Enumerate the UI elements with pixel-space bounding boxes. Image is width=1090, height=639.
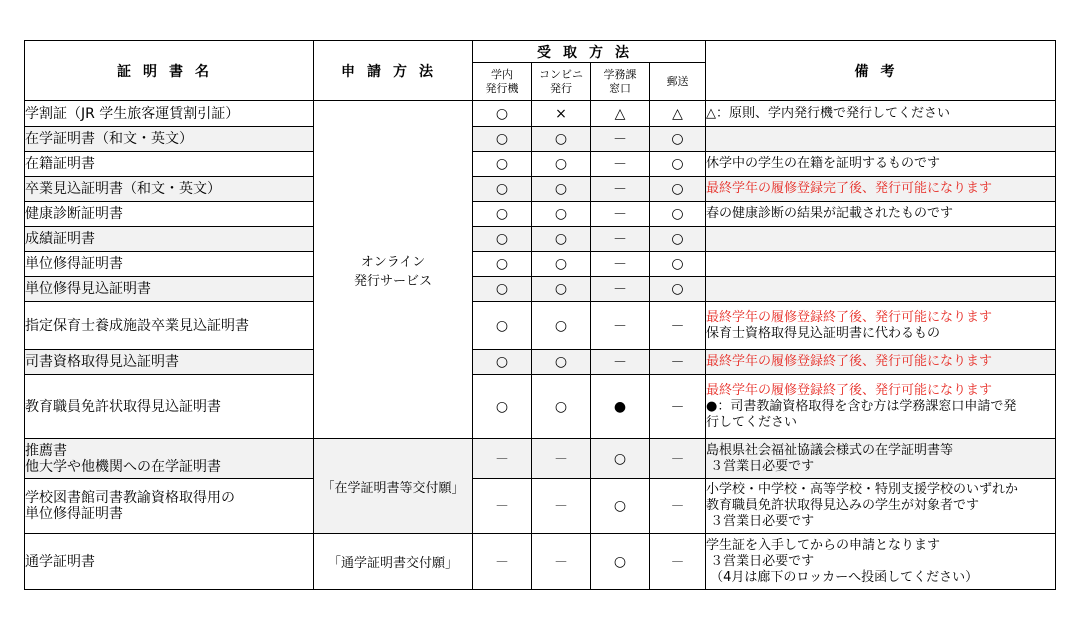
note [706,127,1056,152]
mark-mail: ○ [650,277,706,302]
certificate-table [24,40,1056,590]
mark-mail: ○ [650,127,706,152]
header-sub-mail: 郵送 [650,63,706,101]
mark-machine: － [473,439,532,479]
mark-mail: ○ [650,227,706,252]
note: 最終学年の履修登録終了後、発行可能になります ●：司書教諭資格取得を含む方は学務課窓口申請で発 行してください [706,375,1056,439]
mark-machine: ○ [473,350,532,375]
table-row [25,202,1056,227]
mark-machine: ○ [473,302,532,350]
mark-window: △ [591,101,650,127]
cert-name: 学割証（JR 学生旅客運賃割引証） [25,101,314,127]
note [706,277,1056,302]
note: 休学中の学生の在籍を証明するものです [706,152,1056,177]
mark-mail: － [650,302,706,350]
mark-window: ○ [591,534,650,590]
mark-konbini: ○ [532,202,591,227]
table-row [25,439,1056,479]
cert-name: 通学証明書 [25,534,314,590]
mark-konbini: － [532,479,591,534]
mark-window: － [591,177,650,202]
header-method: 申請方法 [314,41,473,101]
mark-konbini: ○ [532,127,591,152]
cert-name: 推薦書 他大学や他機関への在学証明書 [25,439,314,479]
mark-konbini: ○ [532,152,591,177]
mark-konbini: ○ [532,252,591,277]
mark-machine: ○ [473,202,532,227]
mark-machine: ○ [473,277,532,302]
cert-name: 教育職員免許状取得見込証明書 [25,375,314,439]
table-row [25,252,1056,277]
header-sub-window: 学務課 窓口 [591,63,650,101]
table-row [25,534,1056,590]
table-row [25,479,1056,534]
mark-konbini: － [532,534,591,590]
method-form-commute: 「通学証明書交付願」 [314,534,473,590]
table-row [25,152,1056,177]
cert-name: 健康診断証明書 [25,202,314,227]
mark-machine: － [473,534,532,590]
note: 春の健康診断の結果が記載されたものです [706,202,1056,227]
mark-mail: － [650,350,706,375]
note: 学生証を入手してからの申請となります ３営業日必要です （4月は廊下のロッカーへ投函してください） [706,534,1056,590]
mark-machine: ○ [473,127,532,152]
mark-mail: － [650,439,706,479]
mark-mail: － [650,534,706,590]
cert-name: 単位修得証明書 [25,252,314,277]
method-online: オンライン 発行サービス [314,101,473,439]
mark-window: ○ [591,479,650,534]
mark-konbini: ○ [532,227,591,252]
note [706,227,1056,252]
mark-konbini: － [532,439,591,479]
cert-name: 単位修得見込証明書 [25,277,314,302]
header-sub-machine: 学内 発行機 [473,63,532,101]
mark-mail: ○ [650,177,706,202]
mark-machine: － [473,479,532,534]
mark-machine: ○ [473,101,532,127]
table-row [25,350,1056,375]
mark-window: － [591,350,650,375]
mark-window: － [591,152,650,177]
mark-konbini: × [532,101,591,127]
cert-name: 卒業見込証明書（和文・英文） [25,177,314,202]
table-row [25,227,1056,252]
header-cert-name: 証明書名 [25,41,314,101]
mark-mail: △ [650,101,706,127]
cert-name: 在籍証明書 [25,152,314,177]
table-row [25,127,1056,152]
mark-window: － [591,227,650,252]
note: 最終学年の履修登録終了後、発行可能になります 保育士資格取得見込証明書に代わるもの [706,302,1056,350]
mark-mail: － [650,479,706,534]
mark-mail: ○ [650,252,706,277]
mark-mail: ○ [650,202,706,227]
mark-window: － [591,302,650,350]
mark-machine: ○ [473,252,532,277]
mark-konbini: ○ [532,302,591,350]
note: △：原則、学内発行機で発行してください [706,101,1056,127]
note: 最終学年の履修登録終了後、発行可能になります [706,350,1056,375]
mark-mail: － [650,375,706,439]
header-sub-konbini: コンビニ 発行 [532,63,591,101]
mark-machine: ○ [473,227,532,252]
mark-window: － [591,127,650,152]
note: 小学校・中学校・高等学校・特別支援学校のいずれか 教育職員免許状取得見込みの学生が対象者です ３営業日必要です [706,479,1056,534]
mark-window: ● [591,375,650,439]
mark-konbini: ○ [532,350,591,375]
mark-konbini: ○ [532,177,591,202]
mark-window: － [591,277,650,302]
mark-konbini: ○ [532,375,591,439]
note: 最終学年の履修登録完了後、発行可能になります [706,177,1056,202]
table-row [25,375,1056,439]
cert-name: 学校図書館司書教諭資格取得用の 単位修得証明書 [25,479,314,534]
mark-mail: ○ [650,152,706,177]
cert-name: 指定保育士養成施設卒業見込証明書 [25,302,314,350]
mark-window: － [591,202,650,227]
header-remarks: 備考 [706,41,1056,101]
table-row [25,302,1056,350]
mark-window: － [591,252,650,277]
table-row [25,177,1056,202]
mark-konbini: ○ [532,277,591,302]
header-receive: 受取方法 [473,41,706,63]
cert-name: 成績証明書 [25,227,314,252]
note: 島根県社会福祉協議会様式の在学証明書等 ３営業日必要です [706,439,1056,479]
mark-machine: ○ [473,152,532,177]
mark-window: ○ [591,439,650,479]
mark-machine: ○ [473,177,532,202]
table-row [25,101,1056,127]
method-form-enrollment: 「在学証明書等交付願」 [314,439,473,534]
mark-machine: ○ [473,375,532,439]
table-row [25,277,1056,302]
cert-name: 在学証明書（和文・英文） [25,127,314,152]
cert-name: 司書資格取得見込証明書 [25,350,314,375]
note [706,252,1056,277]
